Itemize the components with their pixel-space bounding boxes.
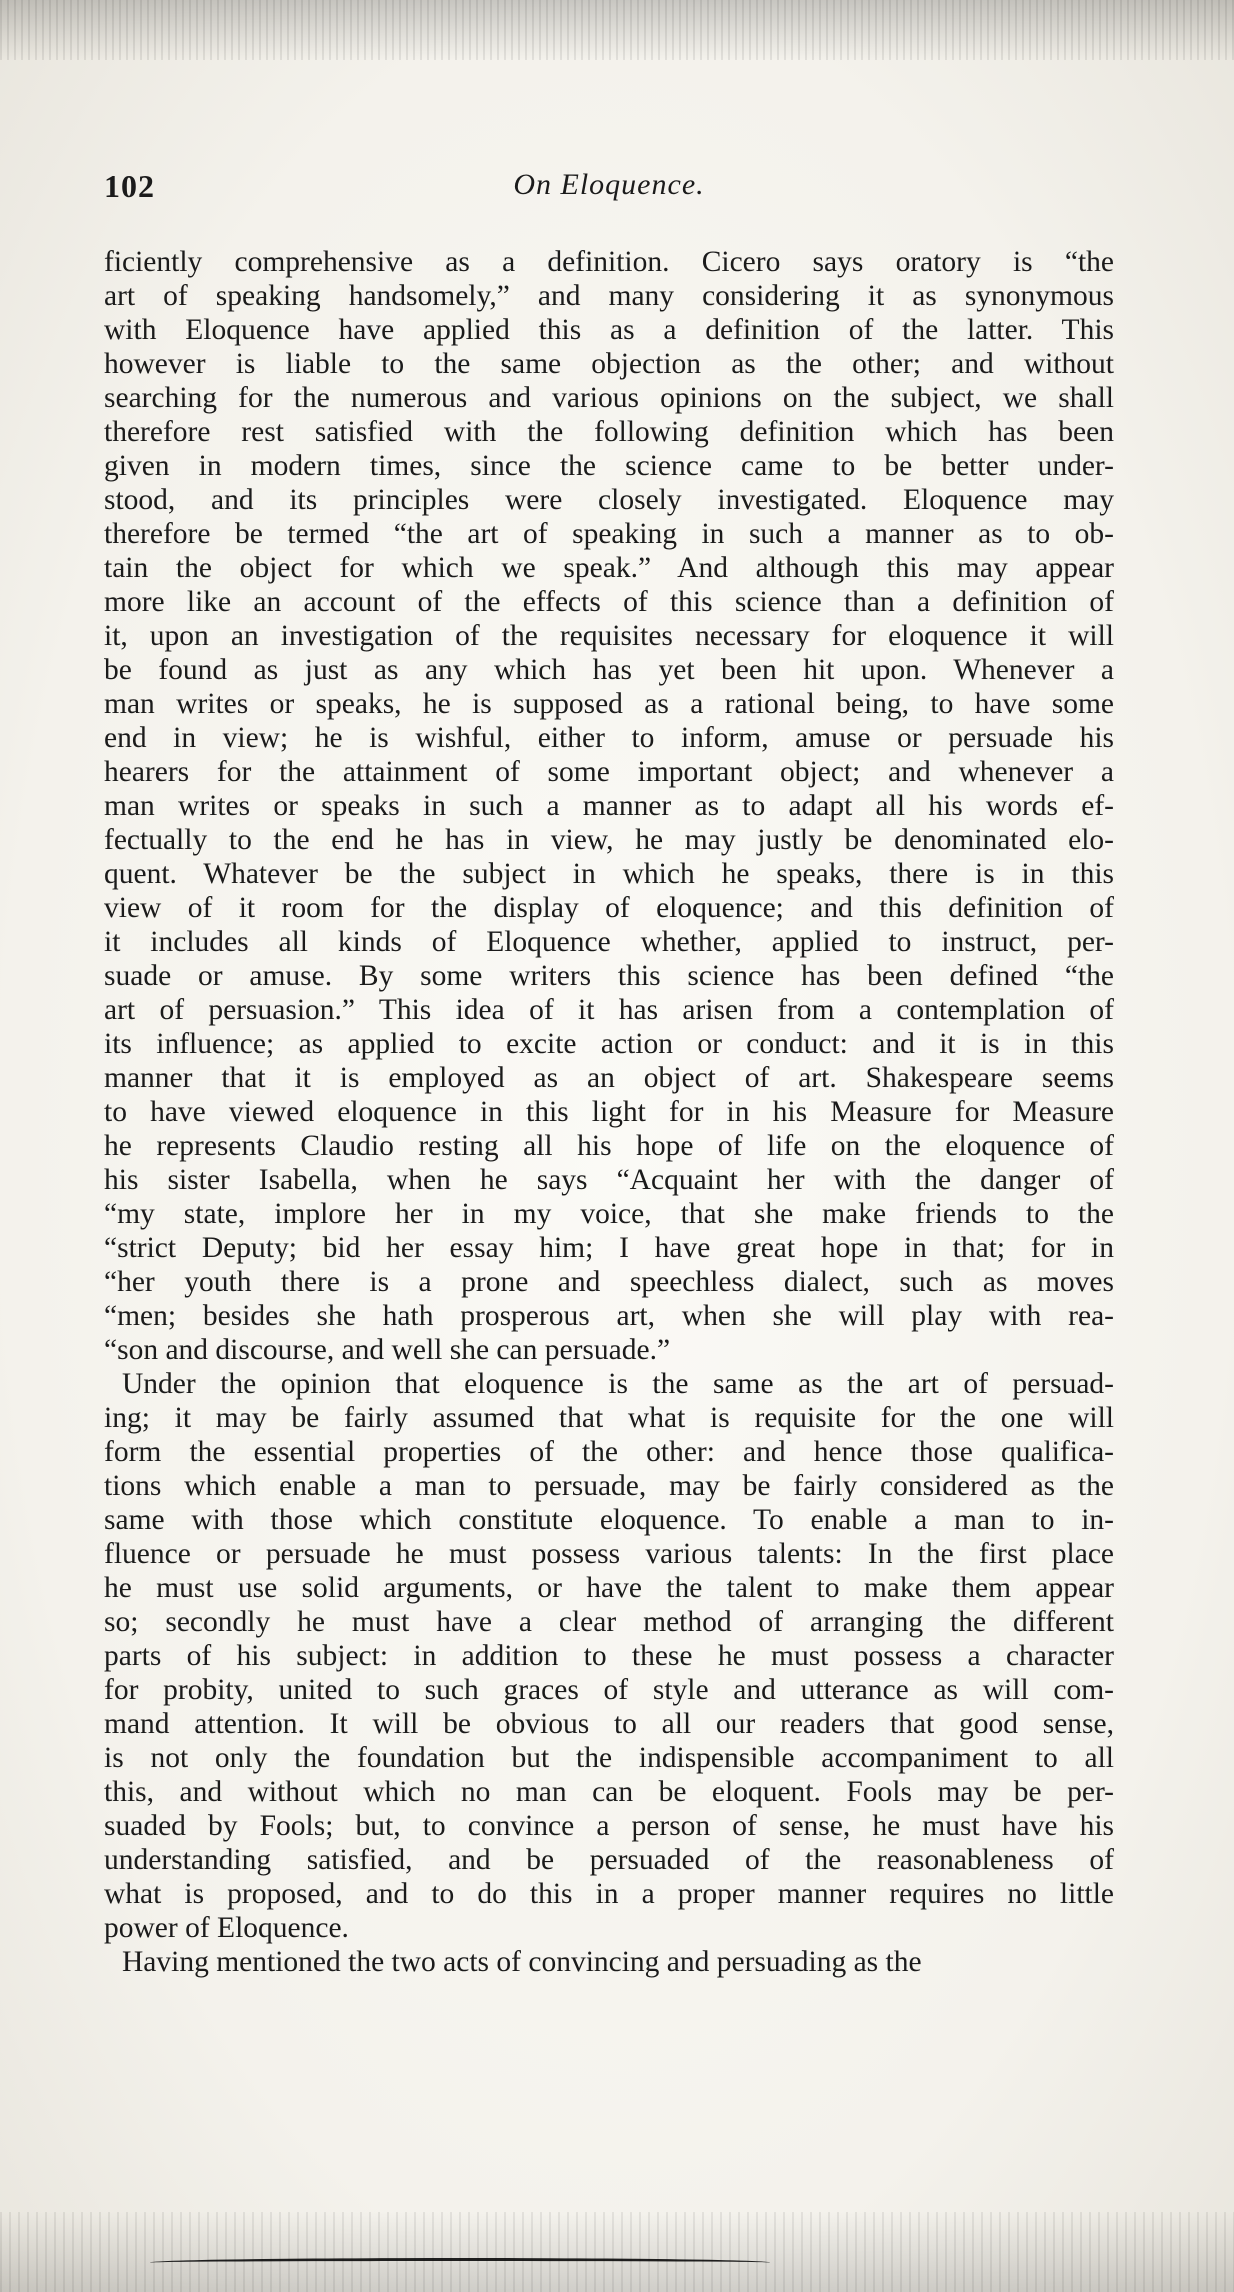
text-line: for probity, united to such graces of style and utterance as will com- xyxy=(104,1674,1114,1706)
text-line: tions which enable a man to persuade, may be fairly considered as the xyxy=(104,1470,1114,1502)
text-line: be found as just as any which has yet been hit upon. Whenever a xyxy=(104,654,1114,686)
text-line: what is proposed, and to do this in a proper manner requires no little xyxy=(104,1878,1114,1910)
text-line: fluence or persuade he must possess various talents: In the first place xyxy=(104,1538,1114,1570)
text-line: mand attention. It will be obvious to all our readers that good sense, xyxy=(104,1708,1114,1740)
text-line: more like an account of the effects of this science than a definition of xyxy=(104,586,1114,618)
text-line: he represents Claudio resting all his hope of life on the eloquence of xyxy=(104,1130,1114,1162)
text-line: manner that it is employed as an object of art. Shakespeare seems xyxy=(104,1062,1114,1094)
text-line: “men; besides she hath prosperous art, when she will play with rea- xyxy=(104,1300,1114,1332)
text-line: suaded by Fools; but, to convince a person of sense, he must have his xyxy=(104,1810,1114,1842)
text-line: art of persuasion.” This idea of it has arisen from a contemplation of xyxy=(104,994,1114,1026)
text-line: view of it room for the display of eloquence; and this definition of xyxy=(104,892,1114,924)
text-line: however is liable to the same objection as the other; and without xyxy=(104,348,1114,380)
text-line: “strict Deputy; bid her essay him; I have great hope in that; for in xyxy=(104,1232,1114,1264)
text-line: therefore be termed “the art of speaking in such a manner as to ob- xyxy=(104,518,1114,550)
text-line: quent. Whatever be the subject in which he speaks, there is in this xyxy=(104,858,1114,890)
body-text xyxy=(104,245,1114,1979)
text-line: man writes or speaks, he is supposed as a rational being, to have some xyxy=(104,688,1114,720)
text-line: suade or amuse. By some writers this science has been defined “the xyxy=(104,960,1114,992)
text-line: same with those which constitute eloquence. To enable a man to in- xyxy=(104,1504,1114,1536)
text-line: hearers for the attainment of some important object; and whenever a xyxy=(104,756,1114,788)
text-line: given in modern times, since the science came to be better under- xyxy=(104,450,1114,482)
text-line: art of speaking handsomely,” and many considering it as synonymous xyxy=(104,280,1114,312)
text-line: end in view; he is wishful, either to inform, amuse or persuade his xyxy=(104,722,1114,754)
text-line: this, and without which no man can be eloquent. Fools may be per- xyxy=(104,1776,1114,1808)
scan-noise-bottom xyxy=(0,2212,1234,2292)
text-line: therefore rest satisfied with the following definition which has been xyxy=(104,416,1114,448)
text-line: “my state, implore her in my voice, that she make friends to the xyxy=(104,1198,1114,1230)
text-line: Under the opinion that eloquence is the same as the art of persuad- xyxy=(122,1368,1114,1400)
text-line: its influence; as applied to excite action or conduct: and it is in this xyxy=(104,1028,1114,1060)
text-line: understanding satisfied, and be persuaded of the reasonableness of xyxy=(104,1844,1114,1876)
text-line: “her youth there is a prone and speechless dialect, such as moves xyxy=(104,1266,1114,1298)
text-line: Having mentioned the two acts of convincing and persuading as the xyxy=(122,1946,922,1978)
text-line: with Eloquence have applied this as a definition of the latter. This xyxy=(104,314,1114,346)
text-line: his sister Isabella, when he says “Acquaint her with the danger of xyxy=(104,1164,1114,1196)
text-line: tain the object for which we speak.” And although this may appear xyxy=(104,552,1114,584)
text-line: to have viewed eloquence in this light for in his Measure for Measure xyxy=(104,1096,1114,1128)
text-line: searching for the numerous and various opinions on the subject, we shall xyxy=(104,382,1114,414)
text-line: stood, and its principles were closely investigated. Eloquence may xyxy=(104,484,1114,516)
text-line: ficiently comprehensive as a definition. Cicero says oratory is “the xyxy=(104,246,1114,278)
text-line: fectually to the end he has in view, he may justly be denominated elo- xyxy=(104,824,1114,856)
text-line: parts of his subject: in addition to these he must possess a character xyxy=(104,1640,1114,1672)
text-line: ing; it may be fairly assumed that what is requisite for the one will xyxy=(104,1402,1114,1434)
page-number: 102 xyxy=(104,168,155,204)
text-line: it, upon an investigation of the requisites necessary for eloquence it will xyxy=(104,620,1114,652)
text-line: power of Eloquence. xyxy=(104,1912,349,1944)
running-title: On Eloquence. xyxy=(513,168,705,201)
text-line: it includes all kinds of Eloquence whether, applied to instruct, per- xyxy=(104,926,1114,958)
text-line: form the essential properties of the other: and hence those qualifica- xyxy=(104,1436,1114,1468)
text-line: he must use solid arguments, or have the talent to make them appear xyxy=(104,1572,1114,1604)
text-line: so; secondly he must have a clear method of arranging the different xyxy=(104,1606,1114,1638)
text-line: “son and discourse, and well she can persuade.” xyxy=(104,1334,671,1366)
text-line: man writes or speaks in such a manner as to adapt all his words ef- xyxy=(104,790,1114,822)
text-line: is not only the foundation but the indispensible accompaniment to all xyxy=(104,1742,1114,1774)
scan-noise-top xyxy=(0,0,1234,60)
page-header xyxy=(104,168,1114,208)
